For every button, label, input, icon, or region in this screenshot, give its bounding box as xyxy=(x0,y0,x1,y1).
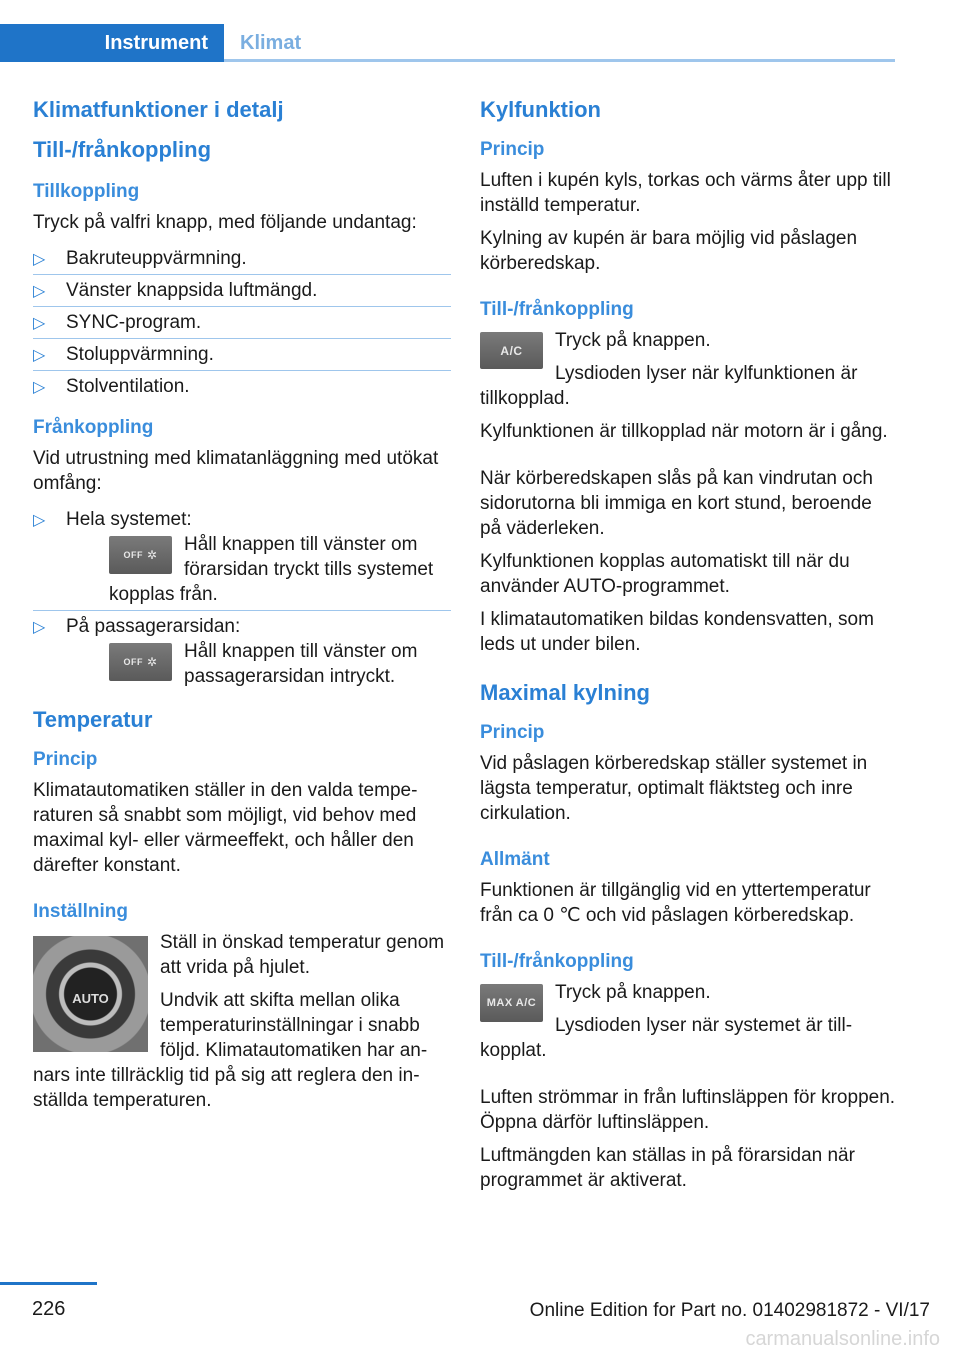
subsection-title: Till-/frånkoppling xyxy=(33,137,212,162)
max-ac-button-icon: MAX A/C xyxy=(480,984,543,1022)
installning-text-2: Undvik att skifta mellan olika temperaturinställningar i snabb följd. Klimatautomatiken har annars inte tillräcklig tid på sig att reglera den inställda temperaturen. xyxy=(33,990,428,1111)
max-text-3: Luften strömmar in från luftinsläppen för kroppen. Öppna därför luftinsläppen. xyxy=(480,1087,896,1133)
section-title: Klimatfunktioner i detalj xyxy=(33,97,284,122)
heading-till-frankoppling: Till-/frånkoppling xyxy=(480,951,634,972)
fan-off-button-icon: OFF ✲ xyxy=(109,643,172,681)
kyl-text-5: Kylfunktionen kopplas automatiskt till när du använder AUTO-programmet. xyxy=(480,551,850,597)
kyl-princip-text-2: Kylning av kupén är bara möjlig vid påslagen körberedskap. xyxy=(480,228,858,274)
edition-note: Online Edition for Part no. 01402981872 - VI/17 xyxy=(529,1300,930,1321)
tab-klimat[interactable]: Klimat xyxy=(240,31,302,54)
frankoppling-text: Vid utrustning med klimatanläggning med utökat omfång: xyxy=(33,448,439,494)
triangle-bullet-icon: ▷ xyxy=(33,347,46,364)
max-text-4: Luftmängden kan ställas in på förarsidan när programmet är aktiverat. xyxy=(480,1145,855,1191)
triangle-bullet-icon: ▷ xyxy=(33,283,46,300)
page-number: 226 xyxy=(32,1298,66,1320)
list-item: ▷ På passagerarsidan: OFF ✲ Håll knappen till vänster om passagerarsidan intryckt. xyxy=(33,616,418,687)
kyl-text-4: När körberedskapen slås på kan vindrutan och sidorutorna bli immiga en kort stund, beroende på väderleken. xyxy=(480,468,873,539)
heading-till-frankoppling: Till-/frånkoppling xyxy=(480,299,634,320)
heading-frankoppling: Frånkoppling xyxy=(33,417,154,438)
heading-temperatur: Temperatur xyxy=(33,707,153,732)
temperature-knob-image: AUTO xyxy=(33,936,148,1052)
heading-kylfunktion: Kylfunktion xyxy=(480,97,601,122)
heading-maximal-kylning: Maximal kylning xyxy=(480,680,650,705)
page-number-bar xyxy=(0,1282,97,1285)
kyl-princip-text-1: Luften i kupén kyls, torkas och värms åter upp till inställd temperatur. xyxy=(480,170,891,216)
kyl-text-6: I klimatautomatiken bildas kondensvatten, som leds ut under bilen. xyxy=(480,609,874,655)
triangle-bullet-icon: ▷ xyxy=(33,512,46,529)
installning-text-1: Ställ in önskad temperatur genom att vrida på hjulet. xyxy=(160,932,445,978)
fan-off-button-icon: OFF ✲ xyxy=(109,536,172,574)
list-item: ▷ Vänster knappsida luftmängd. xyxy=(33,275,451,307)
heading-princip: Princip xyxy=(480,722,545,743)
list-item: ▷ SYNC-program. xyxy=(33,307,451,339)
header-tabbar xyxy=(0,24,895,62)
heading-princip: Princip xyxy=(480,139,545,160)
left-column xyxy=(33,96,451,1121)
page-footer xyxy=(0,1282,960,1362)
tab-instrument[interactable]: Instrument xyxy=(0,24,224,62)
list-item: ▷ Stoluppvärmning. xyxy=(33,339,451,371)
max-tf-text-1: Tryck på knappen. xyxy=(555,982,711,1003)
heading-installning: Inställning xyxy=(33,901,128,922)
tab-underline xyxy=(224,59,895,62)
kyl-tf-text-1: Tryck på knappen. xyxy=(555,330,711,351)
heading-princip: Princip xyxy=(33,749,98,770)
max-princip-text: Vid påslagen körberedskap ställer systemet in lägsta temperatur, optimalt fläktsteg och inre cirkulation. xyxy=(480,753,868,824)
max-tf-text-2: Lysdioden lyser när systemet är tillkopplat. xyxy=(480,1015,853,1061)
tillkoppling-text: Tryck på valfri knapp, med följande undantag: xyxy=(33,212,417,233)
watermark: carmanualsonline.info xyxy=(745,1328,940,1350)
triangle-bullet-icon: ▷ xyxy=(33,619,46,636)
max-allmant-text: Funktionen är tillgänglig vid en yttertemperatur från ca 0 ℃ och vid påslagen körberedskap. xyxy=(480,880,871,926)
triangle-bullet-icon: ▷ xyxy=(33,315,46,332)
list-item: ▷ Stolventilation. xyxy=(33,371,451,402)
list-item: ▷ Bakruteuppvärmning. xyxy=(33,243,451,275)
heading-allmant: Allmänt xyxy=(480,849,550,870)
right-column xyxy=(480,96,898,1201)
kyl-tf-text-2: Lysdioden lyser när kylfunktionen är tillkopplad. xyxy=(480,363,858,409)
ac-button-icon: A/C xyxy=(480,332,543,369)
heading-tillkoppling: Tillkoppling xyxy=(33,181,140,202)
triangle-bullet-icon: ▷ xyxy=(33,251,46,268)
kyl-tf-text-3: Kylfunktionen är tillkopplad när motorn är i gång. xyxy=(480,421,888,442)
exception-list xyxy=(33,243,451,402)
triangle-bullet-icon: ▷ xyxy=(33,379,46,396)
list-item: ▷ Hela systemet: OFF ✲ Håll knappen till vänster om förarsidan tryckt tills systemet kopplas från. xyxy=(33,504,451,611)
temperatur-princip-text: Klimatautomatiken ställer in den valda temperaturen så snabbt som möjligt, vid behov med maximal kyl- eller värmeeffekt, och håller den därefter konstant. xyxy=(33,780,418,876)
off-list xyxy=(33,504,451,692)
